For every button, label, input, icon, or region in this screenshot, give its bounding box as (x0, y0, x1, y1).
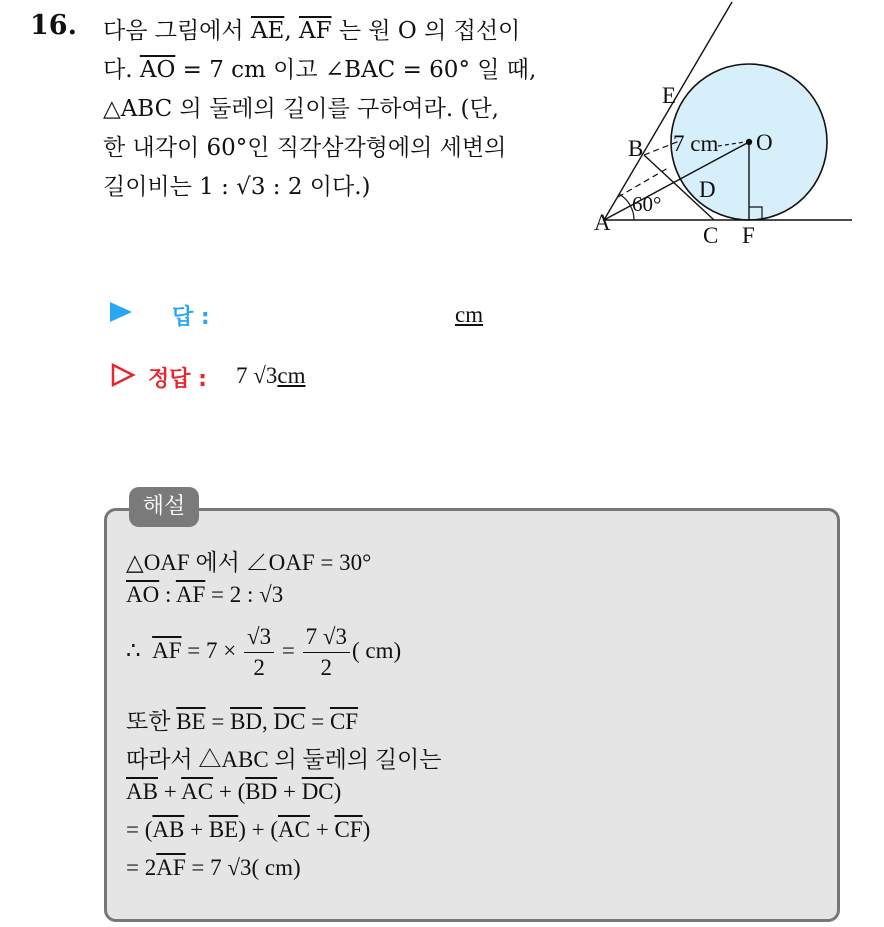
solution-line-6: $\overline{AB} + \overline{AC} + (\overline{BD} + \overline{DC})$ (126, 779, 342, 804)
answer-unit: cm (455, 302, 484, 327)
question-number: 16. (30, 10, 77, 41)
question-line-1: 다음 그림에서 $\overline{AE}$, $\overline{AF}$ 는 원 O 의 접선이 (103, 18, 521, 44)
question-text (103, 12, 573, 207)
label-A: A (594, 210, 611, 235)
answer-label: 답 : (172, 305, 210, 330)
question-line-3: △ABC 의 둘레의 길이를 구하여라. (단, (103, 96, 499, 122)
question-line-4: 한 내각이 60°인 직각삼각형에의 세변의 (103, 135, 507, 161)
triangle-right-filled-icon (108, 300, 134, 324)
label-E: E (662, 83, 677, 108)
fraction-1: $\frac{√3}{2}$ (244, 622, 274, 683)
label-O: O (756, 130, 773, 155)
solution-line-3: ∴ $\overline{AF} = 7$ × $\frac{√3}{2}$ = $\frac{7 √3}{2}$ ( cm) (126, 622, 401, 683)
triangle-right-outline-icon (110, 362, 136, 388)
segment-AO: $\overline{AO}$ (139, 57, 176, 83)
correct-answer-value: 7 √3cm (236, 363, 306, 388)
solution-line-4: 또한 $\overline{BE} = \overline{BD}$, $\overline{DC} = \overline{CF}$ (126, 709, 359, 734)
label-D: D (699, 177, 716, 202)
center-point-O (746, 139, 752, 145)
solution-line-2: $\overline{AO}$ : $\overline{AF} = 2$ : √3 (126, 582, 284, 607)
question-line-5: 길이비는 1 : √3 : 2 이다.) (103, 174, 371, 200)
question-line-2: 다. $\overline{AO} = 7$ cm 이고 ∠BAC = 60° 일 때, (103, 57, 537, 83)
label-angle: 60° (632, 192, 662, 216)
solution-line-1: △OAF 에서 ∠OAF = 30° (126, 550, 372, 575)
label-B: B (628, 136, 644, 161)
label-C: C (703, 223, 719, 248)
segment-AE: $\overline{AE}$ (250, 18, 285, 44)
segment-AF: $\overline{AF}$ (298, 18, 332, 44)
correct-answer-label: 정답 : (148, 367, 207, 392)
solution-line-8: = $2\overline{AF} = 7$ √3( cm) (126, 855, 301, 880)
geometry-figure (582, 0, 872, 250)
label-length: 7 cm (673, 131, 719, 156)
solution-line-5: 따라서 △ABC 의 둘레의 길이는 (126, 747, 442, 772)
correct-answer-unit: cm (277, 363, 306, 388)
solution-title: 해설 (129, 487, 199, 527)
label-F: F (742, 223, 755, 248)
fraction-2: $\frac{7 √3}{2}$ (303, 622, 350, 683)
solution-line-7: = $(\overline{AB} + \overline{BE}) + (\overline{AC} + \overline{CF})$ (126, 817, 371, 842)
